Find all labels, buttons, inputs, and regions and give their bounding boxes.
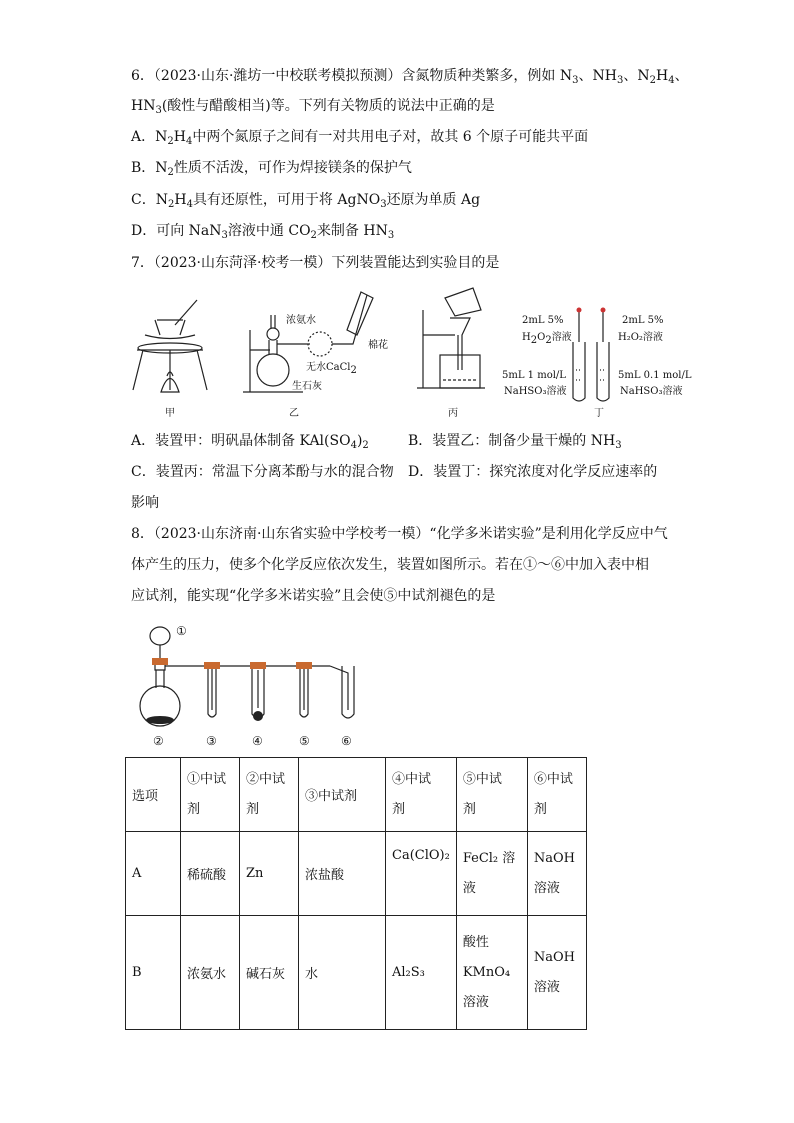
q8-line2: 体产生的压力，使多个化学反应依次发生，装置如图所示。若在①～⑥中加入表中相 [131,557,649,573]
q6-line2 [131,96,495,116]
sub: 3 [221,230,228,241]
sub: 4 [185,136,193,147]
apparatus-figure-q7 [125,280,695,420]
sub: 2 [310,230,317,241]
sub: 3 [572,75,579,86]
q7-option-d-cont: 影响 [131,495,159,511]
label-cacl2 [306,358,357,376]
header-cell [527,758,586,832]
t: 中两个氮原子之间有一对共用电子对，故其 6 个原子可能共平面 [192,129,589,145]
t: ①中试 [187,771,227,787]
t: 剂 [187,801,201,817]
sub: 4 [668,75,675,86]
q7-option-c: C．装置丙：常温下分离苯酚与水的混合物 [131,464,394,480]
t: NaOH [533,949,575,965]
apparatus-jia [133,300,207,392]
t: H [522,332,531,343]
header-cell: 选项 [126,758,181,832]
t: HN [131,98,156,114]
label-4: ④ [252,734,263,748]
q6-option-a [131,127,588,147]
t: A．装置甲：明矾晶体制备 KAl(SO [131,433,351,449]
t: 溶液中通 CO [227,223,311,239]
q7-option-d: D．装置丁：探究浓度对化学反应速率的 [408,464,658,480]
sub: 4 [350,440,357,451]
label-nahso3-right-2: NaHSO₃溶液 [620,386,683,397]
sub: 4 [186,199,193,210]
cell [456,832,527,916]
cell: 稀硫酸 [181,832,240,916]
t: 酸性 [462,934,489,950]
cell: Ca(ClO)₂ [386,832,457,916]
cell: 水 [299,916,386,1030]
table-header-row [126,758,587,832]
t: 剂 [462,801,476,817]
header-cell: ③中试剂 [299,758,386,832]
t: ④中试 [392,771,432,787]
header-cell [386,758,457,832]
sub: 3 [616,75,624,86]
t: 溶液 [533,880,560,896]
label-yi: 乙 [289,408,299,419]
label-6: ⑥ [341,734,352,748]
sub: 2 [545,335,552,346]
label-cao: 生石灰 [292,381,322,392]
label-h2o2-left-1: 2mL 5% [522,315,564,326]
t: 无水CaCl [306,362,351,373]
sub: 3 [380,199,387,210]
header-cell [456,758,527,832]
q8-line1: 8．（2023·山东济南·山东省实验中学校考一模）“化学多米诺实验”是利用化学反应中气 [131,526,668,542]
q7-option-b [408,431,622,451]
sub: 2 [167,167,174,178]
q7-stem: 7．（2023·山东菏泽·校考一模）下列装置能达到实验目的是 [131,255,500,271]
t: D．可向 NaN [131,223,222,239]
sub: 2 [167,136,174,147]
t: 、 [674,68,689,84]
header-cell [240,758,299,832]
t: A．N [131,129,168,145]
cell: B [126,916,181,1030]
t: B．装置乙：制备少量干燥的 NH [408,433,616,449]
t: (酸性与醋酸相当)等。下列有关物质的说法中正确的是 [161,98,495,114]
label-1: ① [176,624,187,638]
q8-line3: 应试剂，能实现“化学多米诺实验”且会使⑤中试剂褪色的是 [131,588,496,604]
label-bing: 丙 [448,408,458,419]
t: 性质不活泼，可作为焊接镁条的保护气 [173,160,412,176]
reagent-table [125,757,587,1030]
sub: 2 [530,335,538,346]
table-row [126,832,587,916]
q7-option-a [131,431,369,451]
cell [456,916,527,1030]
label-jia: 甲 [165,408,175,419]
domino-apparatus-figure [130,618,370,730]
q6-option-c [131,190,480,210]
t: H [174,192,187,208]
t: 溶液 [533,979,560,995]
t: 剂 [533,801,547,817]
t: 来制备 HN [316,223,388,239]
table-row [126,916,587,1030]
cell: Zn [240,832,299,916]
t: H [655,68,669,84]
cell: 碱石灰 [240,916,299,1030]
cell: 浓盐酸 [299,832,386,916]
q6-option-b [131,158,412,178]
t: O [537,332,546,343]
header-cell [181,758,240,832]
sub: 3 [615,440,622,451]
cell: Al₂S₃ [386,916,457,1030]
t: 具有还原性，可用于将 AgNO [192,192,381,208]
t: KMnO₄ [462,964,511,980]
apparatus-bing [417,288,485,388]
t: C．N [131,192,168,208]
t: ) [356,433,363,449]
label-h2o2-right-1: 2mL 5% [622,315,664,326]
t: 溶液 [551,332,572,343]
q6-line1: 6．（2023·山东·潍坊一中校联考模拟预测）含氮物质种类繁多，例如 $N_3$、$NH_3$、$N_2H_4$、 [131,68,689,86]
label-cotton: 棉花 [368,340,388,351]
cell [527,832,586,916]
label-nahso3-right-1: 5mL 0.1 mol/L [618,370,692,381]
q6-option-d [131,221,394,241]
sub: 2 [362,440,369,451]
label-nahso3-left-2: NaHSO₃溶液 [504,386,567,397]
label-h2o2-left-2 [522,328,572,346]
t: ⑤中试 [462,771,502,787]
sub: 2 [649,75,656,86]
t: 、N [623,68,650,84]
sub: 3 [155,105,162,116]
cell: A [126,832,181,916]
t: 剂 [246,801,260,817]
label-2: ② [153,734,164,748]
apparatus-ding [573,308,609,401]
cell: 浓氨水 [181,916,240,1030]
t: B．N [131,160,168,176]
t: FeCl₂ 溶 [462,850,516,866]
label-3: ③ [206,734,217,748]
label-5: ⑤ [299,734,310,748]
cell [527,916,586,1030]
t: NaOH [533,850,575,866]
t: ②中试 [246,771,286,787]
sub: 2 [167,199,175,210]
t: 液 [462,880,476,896]
label-ding: 丁 [594,408,604,419]
label-h2o2-right-2: H₂O₂溶液 [618,332,663,343]
label-nh3: 浓氨水 [286,315,316,326]
t: H [173,129,186,145]
t: 还原为单质 Ag [386,192,481,208]
sub: 2 [350,365,357,376]
sub: 3 [387,230,395,241]
t: 溶液 [462,994,489,1010]
label-nahso3-left-1: 5mL 1 mol/L [502,370,566,381]
t: 、NH [578,68,617,84]
t: ⑥中试 [533,771,573,787]
t: 剂 [392,801,406,817]
